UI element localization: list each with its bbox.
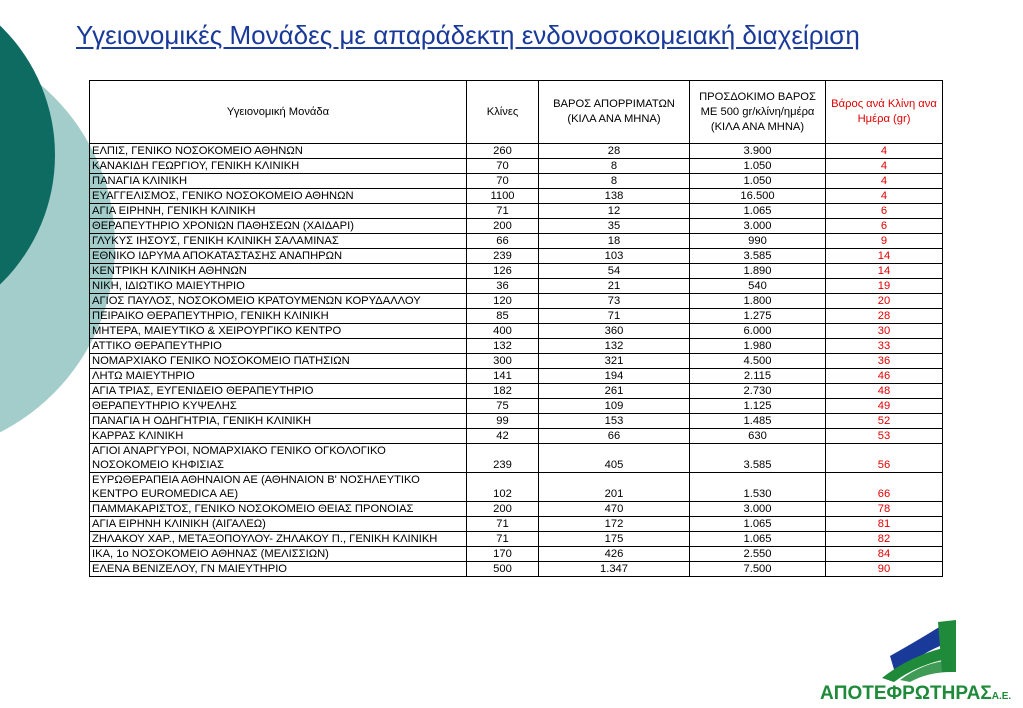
cell-weight: 66 <box>539 429 690 444</box>
cell-expected: 3.585 <box>690 444 826 473</box>
cell-beds: 500 <box>467 562 539 577</box>
cell-beds: 126 <box>467 264 539 279</box>
cell-weight: 132 <box>539 339 690 354</box>
table-row <box>90 473 943 502</box>
cell-weight: 426 <box>539 547 690 562</box>
cell-weight: 470 <box>539 502 690 517</box>
cell-weight: 261 <box>539 384 690 399</box>
cell-unit: ΖΗΛΑΚΟΥ ΧΑΡ., ΜΕΤΑΞΟΠΟΥΛΟΥ- ΖΗΛΑΚΟΥ Π., ΓΕΝΙΚΗ ΚΛΙΝΙΚΗ <box>90 532 467 547</box>
cell-unit: ΑΓΙΟΙ ΑΝΑΡΓΥΡΟΙ, ΝΟΜΑΡΧΙΑΚΟ ΓΕΝΙΚΟ ΟΓΚΟΛΟΓΙΚΟ ΝΟΣΟΚΟΜΕΙΟ ΚΗΦΙΣΙΑΣ <box>90 444 467 473</box>
cell-perbed: 90 <box>826 562 943 577</box>
cell-weight: 321 <box>539 354 690 369</box>
cell-perbed: 52 <box>826 414 943 429</box>
cell-weight: 12 <box>539 204 690 219</box>
table-body <box>90 144 943 577</box>
cell-beds: 70 <box>467 174 539 189</box>
cell-perbed: 6 <box>826 219 943 234</box>
cell-perbed: 81 <box>826 517 943 532</box>
cell-weight: 103 <box>539 249 690 264</box>
cell-expected: 1.065 <box>690 204 826 219</box>
cell-expected: 7.500 <box>690 562 826 577</box>
table-row <box>90 414 943 429</box>
cell-unit: ΚΑΝΑΚΙΔΗ ΓΕΩΡΓΙΟΥ, ΓΕΝΙΚΗ ΚΛΙΝΙΚΗ <box>90 159 467 174</box>
table-row <box>90 444 943 473</box>
cell-weight: 8 <box>539 174 690 189</box>
cell-beds: 99 <box>467 414 539 429</box>
table-row <box>90 429 943 444</box>
cell-perbed: 20 <box>826 294 943 309</box>
cell-expected: 1.050 <box>690 174 826 189</box>
cell-perbed: 66 <box>826 473 943 502</box>
header-perbed: Βάρος ανά Κλίνη ανα Ημέρα (gr) <box>826 81 943 144</box>
cell-beds: 300 <box>467 354 539 369</box>
cell-beds: 120 <box>467 294 539 309</box>
cell-expected: 3.585 <box>690 249 826 264</box>
cell-weight: 18 <box>539 234 690 249</box>
table-row <box>90 174 943 189</box>
cell-expected: 4.500 <box>690 354 826 369</box>
table-row <box>90 384 943 399</box>
cell-expected: 2.115 <box>690 369 826 384</box>
cell-weight: 35 <box>539 219 690 234</box>
cell-perbed: 46 <box>826 369 943 384</box>
cell-weight: 21 <box>539 279 690 294</box>
cell-perbed: 4 <box>826 159 943 174</box>
company-logo-text <box>820 683 1011 705</box>
cell-unit: ΚΕΝΤΡΙΚΗ ΚΛΙΝΙΚΗ ΑΘΗΝΩΝ <box>90 264 467 279</box>
cell-expected: 540 <box>690 279 826 294</box>
cell-beds: 1100 <box>467 189 539 204</box>
cell-perbed: 4 <box>826 144 943 159</box>
cell-expected: 1.980 <box>690 339 826 354</box>
cell-expected: 1.890 <box>690 264 826 279</box>
cell-expected: 1.530 <box>690 473 826 502</box>
cell-unit: ΓΛΥΚΥΣ ΙΗΣΟΥΣ, ΓΕΝΙΚΗ ΚΛΙΝΙΚΗ ΣΑΛΑΜΙΝΑΣ <box>90 234 467 249</box>
table-row <box>90 219 943 234</box>
cell-beds: 71 <box>467 532 539 547</box>
cell-unit: ΝΙΚΗ, ΙΔΙΩΤΙΚΟ ΜΑΙΕΥΤΗΡΙΟ <box>90 279 467 294</box>
cell-expected: 1.125 <box>690 399 826 414</box>
cell-perbed: 49 <box>826 399 943 414</box>
cell-perbed: 28 <box>826 309 943 324</box>
cell-expected: 2.550 <box>690 547 826 562</box>
cell-unit: ΑΓΙΑ ΕΙΡΗΝΗ ΚΛΙΝΙΚΗ (ΑΙΓΑΛΕΩ) <box>90 517 467 532</box>
cell-expected: 1.065 <box>690 517 826 532</box>
cell-expected: 2.730 <box>690 384 826 399</box>
cell-beds: 200 <box>467 219 539 234</box>
cell-unit: ΕΥΑΓΓΕΛΙΣΜΟΣ, ΓΕΝΙΚΟ ΝΟΣΟΚΟΜΕΙΟ ΑΘΗΝΩΝ <box>90 189 467 204</box>
cell-perbed: 4 <box>826 189 943 204</box>
table-row <box>90 279 943 294</box>
cell-perbed: 82 <box>826 532 943 547</box>
hospital-table <box>89 80 943 577</box>
cell-unit: ΑΓΙΟΣ ΠΑΥΛΟΣ, ΝΟΣΟΚΟΜΕΙΟ ΚΡΑΤΟΥΜΕΝΩΝ ΚΟΡΥΔΑΛΛΟΥ <box>90 294 467 309</box>
cell-weight: 138 <box>539 189 690 204</box>
cell-unit: ΕΛΠΙΣ, ΓΕΝΙΚΟ ΝΟΣΟΚΟΜΕΙΟ ΑΘΗΝΩΝ <box>90 144 467 159</box>
cell-unit: ΠΑΜΜΑΚΑΡΙΣΤΟΣ, ΓΕΝΙΚΟ ΝΟΣΟΚΟΜΕΙΟ ΘΕΙΑΣ ΠΡΟΝΟΙΑΣ <box>90 502 467 517</box>
cell-expected: 6.000 <box>690 324 826 339</box>
table-row <box>90 189 943 204</box>
cell-unit: ΝΟΜΑΡΧΙΑΚΟ ΓΕΝΙΚΟ ΝΟΣΟΚΟΜΕΙΟ ΠΑΤΗΣΙΩΝ <box>90 354 467 369</box>
cell-expected: 1.485 <box>690 414 826 429</box>
cell-perbed: 48 <box>826 384 943 399</box>
table-row <box>90 399 943 414</box>
table-row <box>90 309 943 324</box>
cell-beds: 200 <box>467 502 539 517</box>
table-row <box>90 294 943 309</box>
cell-weight: 73 <box>539 294 690 309</box>
cell-perbed: 9 <box>826 234 943 249</box>
cell-unit: ΙΚΑ, 1ο ΝΟΣΟΚΟΜΕΙΟ ΑΘΗΝΑΣ (ΜΕΛΙΣΣΙΩΝ) <box>90 547 467 562</box>
table-row <box>90 517 943 532</box>
table-row <box>90 369 943 384</box>
cell-beds: 70 <box>467 159 539 174</box>
cell-beds: 75 <box>467 399 539 414</box>
cell-perbed: 33 <box>826 339 943 354</box>
table-row <box>90 502 943 517</box>
cell-beds: 71 <box>467 204 539 219</box>
cell-expected: 1.275 <box>690 309 826 324</box>
cell-expected: 3.000 <box>690 502 826 517</box>
cell-beds: 170 <box>467 547 539 562</box>
header-unit: Υγειονομική Μονάδα <box>90 81 467 144</box>
cell-weight: 54 <box>539 264 690 279</box>
cell-expected: 3.000 <box>690 219 826 234</box>
cell-beds: 102 <box>467 473 539 502</box>
table-row <box>90 204 943 219</box>
cell-unit: ΕΘΝΙΚΟ ΙΔΡΥΜΑ ΑΠΟΚΑΤΑΣΤΑΣΗΣ ΑΝΑΠΗΡΩΝ <box>90 249 467 264</box>
cell-unit: ΕΥΡΩΘΕΡΑΠΕΙΑ ΑΘΗΝΑΙΟΝ ΑΕ (ΑΘΗΝΑΙΟΝ Β' ΝΟΣΗΛΕΥΤΙΚΟ ΚΕΝΤΡΟ EUROMEDICA ΑΕ) <box>90 473 467 502</box>
cell-perbed: 14 <box>826 264 943 279</box>
cell-beds: 239 <box>467 249 539 264</box>
table-row <box>90 159 943 174</box>
table-row <box>90 324 943 339</box>
cell-unit: ΚΑΡΡΑΣ ΚΛΙΝΙΚΗ <box>90 429 467 444</box>
cell-weight: 360 <box>539 324 690 339</box>
cell-expected: 630 <box>690 429 826 444</box>
cell-perbed: 84 <box>826 547 943 562</box>
cell-unit: ΑΤΤΙΚΟ ΘΕΡΑΠΕΥΤΗΡΙΟ <box>90 339 467 354</box>
cell-weight: 28 <box>539 144 690 159</box>
cell-perbed: 78 <box>826 502 943 517</box>
table-row <box>90 234 943 249</box>
cell-weight: 201 <box>539 473 690 502</box>
cell-unit: ΠΑΝΑΓΙΑ ΚΛΙΝΙΚΗ <box>90 174 467 189</box>
cell-weight: 194 <box>539 369 690 384</box>
header-expected: ΠΡΟΣΔΟΚΙΜΟ ΒΑΡΟΣ ΜΕ 500 gr/κλίνη/ημέρα (ΚΙΛΑ ΑΝΑ ΜΗΝΑ) <box>690 81 826 144</box>
cell-expected: 16.500 <box>690 189 826 204</box>
table-header-row <box>90 81 943 144</box>
cell-unit: ΛΗΤΩ ΜΑΙΕΥΤΗΡΙΟ <box>90 369 467 384</box>
cell-perbed: 19 <box>826 279 943 294</box>
cell-perbed: 4 <box>826 174 943 189</box>
cell-perbed: 56 <box>826 444 943 473</box>
cell-beds: 42 <box>467 429 539 444</box>
cell-unit: ΠΑΝΑΓΙΑ Η ΟΔΗΓΗΤΡΙΑ, ΓΕΝΙΚΗ ΚΛΙΝΙΚΗ <box>90 414 467 429</box>
cell-beds: 400 <box>467 324 539 339</box>
cell-weight: 405 <box>539 444 690 473</box>
table-row <box>90 547 943 562</box>
table-row <box>90 264 943 279</box>
logo-suffix: Α.Ε. <box>991 691 1012 702</box>
cell-beds: 132 <box>467 339 539 354</box>
cell-expected: 1.800 <box>690 294 826 309</box>
logo-name: ΑΠΟΤΕΦΡΩΤΗΡΑΣ <box>820 683 992 704</box>
cell-weight: 175 <box>539 532 690 547</box>
cell-weight: 153 <box>539 414 690 429</box>
header-beds: Κλίνες <box>467 81 539 144</box>
cell-weight: 1.347 <box>539 562 690 577</box>
cell-weight: 8 <box>539 159 690 174</box>
table-row <box>90 354 943 369</box>
cell-unit: ΘΕΡΑΠΕΥΤΗΡΙΟ ΧΡΟΝΙΩΝ ΠΑΘΗΣΕΩΝ (ΧΑΙΔΑΡΙ) <box>90 219 467 234</box>
cell-weight: 71 <box>539 309 690 324</box>
cell-perbed: 14 <box>826 249 943 264</box>
cell-unit: ΘΕΡΑΠΕΥΤΗΡΙΟ ΚΥΨΕΛΗΣ <box>90 399 467 414</box>
table-row <box>90 532 943 547</box>
cell-expected: 1.065 <box>690 532 826 547</box>
cell-weight: 172 <box>539 517 690 532</box>
cell-unit: ΑΓΙΑ ΤΡΙΑΣ, ΕΥΓΕΝΙΔΕΙΟ ΘΕΡΑΠΕΥΤΗΡΙΟ <box>90 384 467 399</box>
table-row <box>90 339 943 354</box>
cell-expected: 1.050 <box>690 159 826 174</box>
cell-perbed: 6 <box>826 204 943 219</box>
cell-unit: ΑΓΙΑ ΕΙΡΗΝΗ, ΓΕΝΙΚΗ ΚΛΙΝΙΚΗ <box>90 204 467 219</box>
cell-beds: 66 <box>467 234 539 249</box>
cell-beds: 182 <box>467 384 539 399</box>
cell-perbed: 36 <box>826 354 943 369</box>
cell-unit: ΜΗΤΕΡΑ, ΜΑΙΕΥΤΙΚΟ & ΧΕΙΡΟΥΡΓΙΚΟ ΚΕΝΤΡΟ <box>90 324 467 339</box>
cell-unit: ΠΕΙΡΑΙΚΟ ΘΕΡΑΠΕΥΤΗΡΙΟ, ΓΕΝΙΚΗ ΚΛΙΝΙΚΗ <box>90 309 467 324</box>
cell-perbed: 30 <box>826 324 943 339</box>
table-row <box>90 249 943 264</box>
page-title: Υγειονομικές Μονάδες με απαράδεκτη ενδονοσοκομειακή διαχείριση <box>76 20 860 50</box>
cell-perbed: 53 <box>826 429 943 444</box>
cell-weight: 109 <box>539 399 690 414</box>
cell-beds: 239 <box>467 444 539 473</box>
cell-beds: 85 <box>467 309 539 324</box>
cell-expected: 990 <box>690 234 826 249</box>
cell-unit: ΕΛΕΝΑ ΒΕΝΙΖΕΛΟΥ, ΓΝ ΜΑΙΕΥΤΗΡΙΟ <box>90 562 467 577</box>
cell-beds: 260 <box>467 144 539 159</box>
cell-expected: 3.900 <box>690 144 826 159</box>
table-row <box>90 562 943 577</box>
cell-beds: 36 <box>467 279 539 294</box>
cell-beds: 141 <box>467 369 539 384</box>
cell-beds: 71 <box>467 517 539 532</box>
header-weight: ΒΑΡΟΣ ΑΠΟΡΡΙΜΑΤΩΝ (ΚΙΛΑ ΑΝΑ ΜΗΝΑ) <box>539 81 690 144</box>
table-row <box>90 144 943 159</box>
